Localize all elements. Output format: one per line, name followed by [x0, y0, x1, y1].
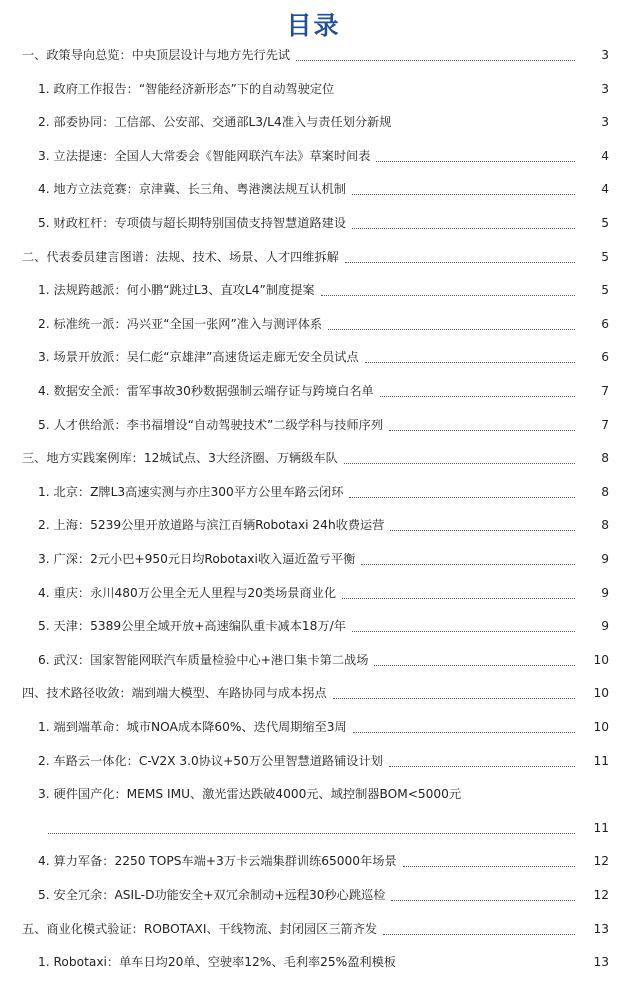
toc-dot-leader	[376, 160, 575, 162]
toc-entry-line	[38, 649, 581, 671]
toc-dot-leader	[328, 328, 575, 330]
toc-page-number: 3	[601, 81, 609, 96]
toc-subsection-entry[interactable]	[0, 313, 627, 335]
toc-entry-line	[38, 548, 581, 570]
toc-section-entry[interactable]	[0, 44, 627, 66]
toc-entry-label: 2. 标准统一派：冯兴亚“全国一张网”准入与测评体系	[38, 316, 323, 331]
toc-entry-label: 6. 武汉：国家智能网联汽车质量检验中心+港口集卡第二战场	[38, 652, 369, 667]
toc-entry-label: 3. 立法提速：全国人大常委会《智能网联汽车法》草案时间表	[38, 148, 371, 163]
toc-entry-line	[38, 951, 581, 973]
toc-page-number: 5	[601, 249, 609, 264]
toc-section-entry[interactable]	[0, 682, 627, 704]
toc-entry-line	[38, 884, 581, 906]
toc-dot-leader	[374, 664, 575, 666]
toc-section-entry[interactable]	[0, 447, 627, 469]
toc-page-number: 10	[593, 652, 609, 667]
toc-entry-line	[38, 783, 581, 805]
toc-page-number: 9	[601, 585, 609, 600]
toc-entry-line	[38, 582, 581, 604]
toc-entry-line	[38, 111, 581, 133]
toc-entry-label: 5. 安全冗余：ASIL-D功能安全+双冗余制动+远程30秒心跳巡检	[38, 888, 386, 902]
toc-page-number: 9	[601, 552, 609, 566]
toc-dot-leader	[349, 496, 575, 498]
toc-entry-label: 3. 场景开放派：吴仁彪“京雄津”高速货运走廊无安全员试点	[38, 350, 359, 365]
toc-entry-label: 四、技术路径收敛：端到端大模型、车路协同与成本拐点	[22, 686, 327, 701]
toc-subsection-entry[interactable]	[0, 78, 627, 100]
toc-entry-label: 1. Robotaxi：单车日均20单、空驶率12%、毛利率25%盈利模板	[38, 955, 396, 970]
toc-entry-line	[38, 313, 581, 335]
toc-dot-leader	[342, 597, 575, 599]
toc-entry-label: 3. 硬件国产化：MEMS IMU、激光雷达跌破4000元、域控制器BOM<5000元	[38, 787, 462, 802]
toc-subsection-entry[interactable]	[0, 145, 627, 167]
toc-dot-leader	[48, 832, 575, 834]
toc-entry-label: 五、商业化模式验证：ROBOTAXI、干线物流、封闭园区三箭齐发	[22, 921, 378, 936]
toc-entry-label: 2. 上海：5239公里开放道路与滨江百辆Robotaxi 24h收费运营	[38, 518, 385, 533]
toc-entry-line	[38, 615, 581, 637]
toc-subsection-entry[interactable]	[0, 649, 627, 671]
toc-page-number: 11	[593, 820, 609, 835]
toc-subsection-entry[interactable]	[0, 615, 627, 637]
toc-entry-label: 2. 车路云一体化：C-V2X 3.0协议+50万公里智慧道路铺设计划	[38, 753, 383, 768]
toc-subsection-entry[interactable]	[0, 548, 627, 570]
toc-entry-line	[42, 817, 581, 839]
toc-subsection-entry[interactable]	[0, 414, 627, 436]
toc-page-number: 12	[593, 854, 609, 869]
toc-dot-leader	[352, 630, 575, 632]
toc-entry-label: 1. 政府工作报告：“智能经济新形态”下的自动驾驶定位	[38, 81, 335, 96]
toc-subsection-entry[interactable]	[0, 514, 627, 536]
toc-entry-label: 三、地方实践案例库：12城试点、3大经济圈、万辆级车队	[22, 451, 338, 466]
toc-page-number: 3	[601, 48, 609, 62]
toc-entry-label: 4. 算力军备：2250 TOPS车端+3万卡云端集群训练65000年场景	[38, 854, 397, 869]
toc-entry-label: 一、政策导向总览：中央顶层设计与地方先行先试	[22, 48, 291, 62]
toc-page-number: 5	[601, 216, 609, 230]
toc-entry-line	[22, 918, 581, 940]
toc-entry-label: 5. 财政杠杆：专项债与超长期特别国债支持智慧道路建设	[38, 216, 347, 230]
toc-entry-line	[38, 279, 581, 301]
toc-entry-label: 2. 部委协同：工信部、公安部、交通部L3/L4准入与责任划分新规	[38, 115, 392, 130]
toc-entry-line	[38, 850, 581, 872]
toc-dot-leader	[403, 865, 575, 867]
toc-entry-label: 3. 广深：2元小巴+950元日均Robotaxi收入逼近盈亏平衡	[38, 552, 356, 566]
toc-dot-leader	[389, 429, 575, 431]
toc-dot-leader	[352, 193, 575, 195]
toc-entry-line	[38, 414, 581, 436]
toc-page-number: 4	[601, 182, 609, 197]
toc-entry-label: 4. 重庆：永川480万公里全无人里程与20类场景商业化	[38, 585, 337, 600]
toc-dot-leader	[321, 294, 575, 296]
toc-subsection-entry[interactable]	[0, 279, 627, 301]
toc-section-entry[interactable]	[0, 918, 627, 940]
toc-page-number: 11	[593, 753, 609, 768]
toc-dot-leader	[380, 395, 575, 397]
toc-page-number: 9	[601, 619, 609, 634]
toc-page-number: 8	[601, 451, 609, 466]
toc-subsection-entry[interactable]	[0, 850, 627, 872]
toc-section-entry[interactable]	[0, 246, 627, 268]
toc-entry-line	[38, 750, 581, 772]
toc-entry-label: 5. 人才供给派：李书福增设“自动驾驶技术”二级学科与技师序列	[38, 417, 384, 432]
toc-dot-leader	[361, 563, 575, 565]
toc-entry-label: 4. 数据安全派：雷军事故30秒数据强制云端存证与跨境白名单	[38, 384, 374, 398]
toc-page-number: 8	[601, 484, 609, 499]
toc-entry-label: 1. 法规跨越派：何小鹏“跳过L3、直攻L4”制度提案	[38, 283, 315, 298]
toc-entry-line	[38, 514, 581, 536]
toc-dot-leader	[389, 765, 575, 767]
toc-entry-line	[38, 716, 581, 738]
toc-entry-label: 二、代表委员建言图谱：法规、技术、场景、人才四维拆解	[22, 249, 339, 264]
toc-entry-line	[38, 481, 581, 503]
toc-subsection-entry[interactable]	[0, 111, 627, 133]
toc-entry-label: 1. 端到端革命：城市NOA成本降60%、迭代周期缩至3周	[38, 720, 347, 734]
toc-dot-leader	[391, 899, 575, 901]
toc-page-number: 8	[601, 518, 609, 533]
toc-page-number: 12	[593, 888, 609, 902]
toc-subsection-entry[interactable]	[0, 582, 627, 604]
toc-dot-leader	[365, 361, 575, 363]
toc-entry-line	[38, 380, 581, 402]
toc-page-number: 7	[601, 384, 609, 398]
toc-entry-label: 5. 天津：5389公里全域开放+高速编队重卡减本18万/年	[38, 619, 346, 634]
toc-entry-label: 1. 北京：Z牌L3高速实测与亦庄300平方公里车路云闭环	[38, 484, 344, 499]
toc-subsection-entry[interactable]	[0, 783, 627, 805]
toc-entry-label: 4. 地方立法竞赛：京津冀、长三角、粤港澳法规互认机制	[38, 182, 347, 197]
toc-page-number: 6	[601, 350, 609, 365]
toc-page-number: 10	[593, 720, 609, 734]
toc-dot-leader	[353, 731, 575, 733]
toc-dot-leader	[344, 462, 575, 464]
toc-subsection-entry[interactable]	[0, 884, 627, 906]
toc-entry-line	[22, 682, 581, 704]
toc-entry-line	[22, 447, 581, 469]
toc-entry-line	[38, 145, 581, 167]
toc-dot-leader	[296, 59, 575, 61]
toc-page-number: 3	[601, 115, 609, 130]
toc-dot-leader	[352, 227, 575, 229]
toc-dot-leader	[345, 261, 575, 263]
toc-dot-leader	[333, 697, 575, 699]
toc-page-number: 10	[593, 686, 609, 701]
toc-entry-line	[38, 346, 581, 368]
toc-subsection-entry[interactable]	[0, 750, 627, 772]
toc-dot-leader	[390, 529, 575, 531]
toc-subsection-entry[interactable]	[0, 817, 627, 839]
toc-subsection-entry[interactable]	[0, 212, 627, 234]
toc-subsection-entry[interactable]	[0, 380, 627, 402]
toc-page-number: 13	[593, 955, 609, 970]
toc-page-number: 7	[601, 417, 609, 432]
toc-entry-line	[22, 246, 581, 268]
toc-page-number: 4	[601, 148, 609, 163]
toc-subsection-entry[interactable]	[0, 951, 627, 973]
toc-page-number: 6	[601, 316, 609, 331]
toc-entry-line	[22, 44, 581, 66]
toc-subsection-entry[interactable]	[0, 178, 627, 200]
toc-page-number: 5	[601, 283, 609, 298]
page-title: 目录	[286, 11, 341, 40]
toc-page-number: 13	[593, 921, 609, 936]
toc-entry-line	[38, 212, 581, 234]
toc-dot-leader	[383, 933, 575, 935]
toc-subsection-entry[interactable]	[0, 716, 627, 738]
toc-subsection-entry[interactable]	[0, 346, 627, 368]
toc-entry-line	[38, 78, 581, 100]
toc-entry-line	[38, 178, 581, 200]
toc-subsection-entry[interactable]	[0, 481, 627, 503]
